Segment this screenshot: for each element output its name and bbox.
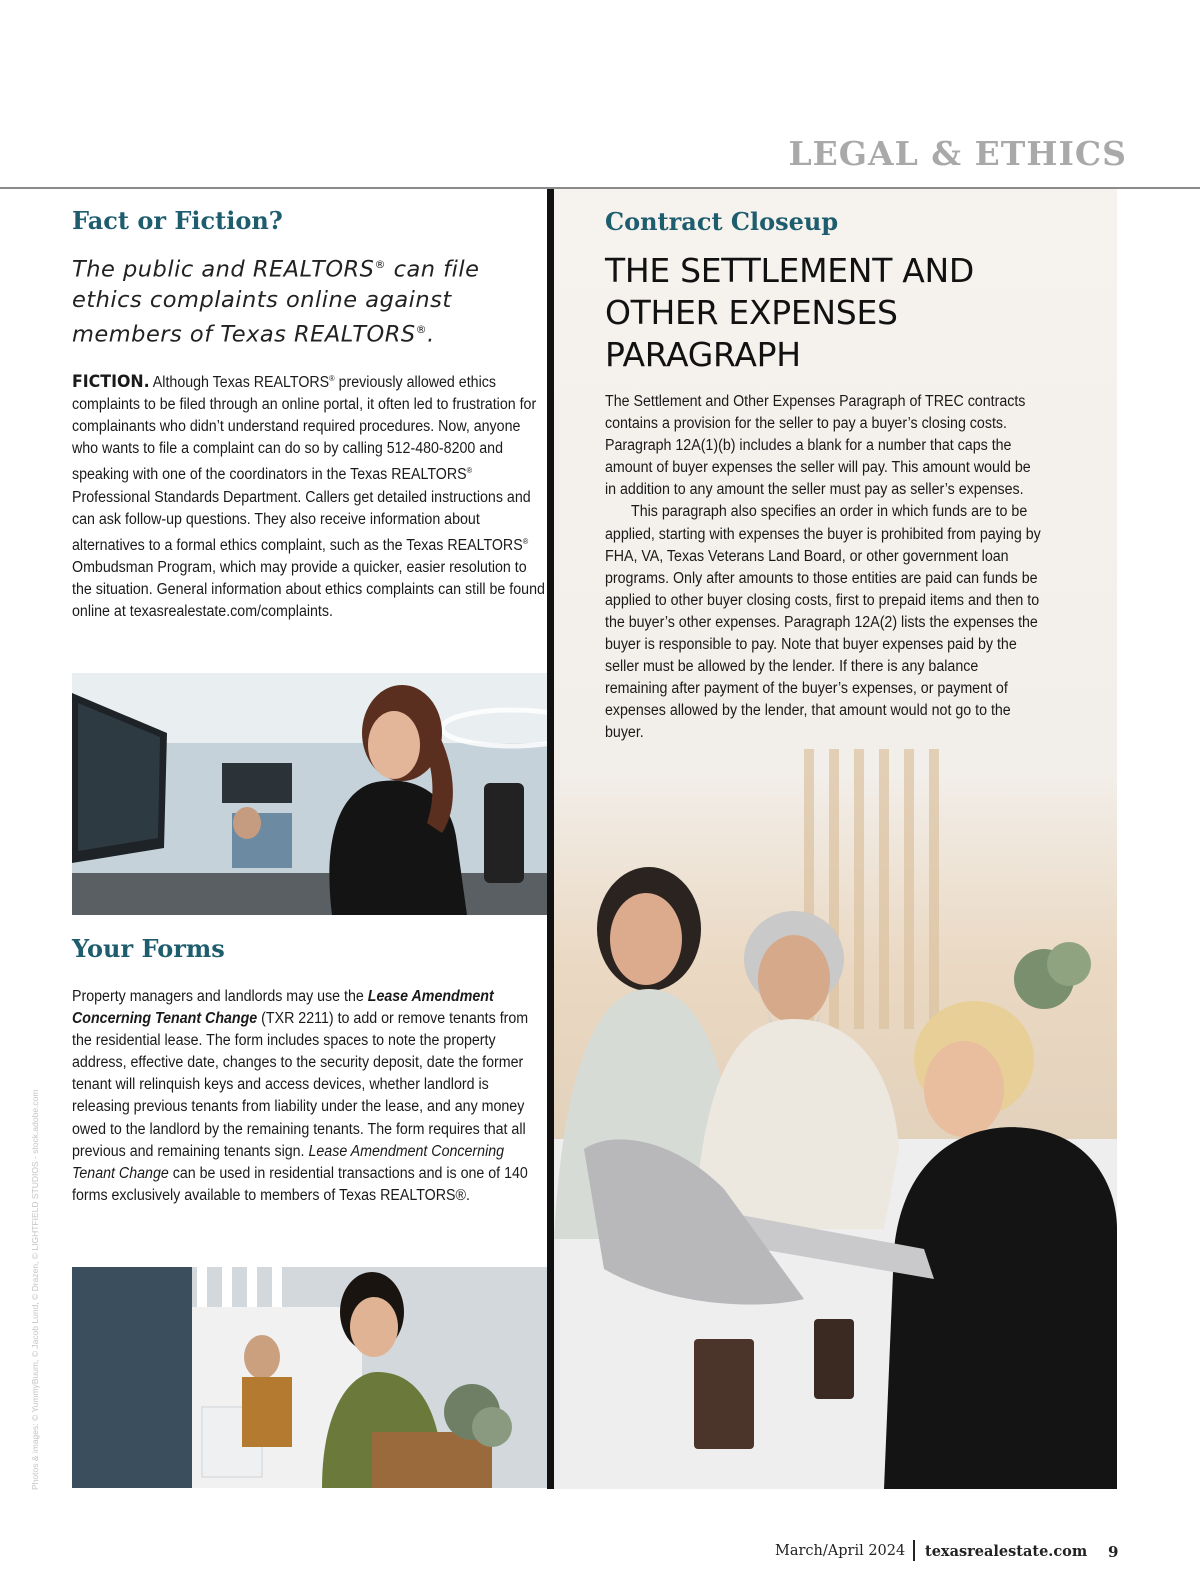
forms-body-part: can be used in residential transactions and is one of 140 forms exclusively available to members of Texas REALTORS®. [72,1164,528,1204]
photo-credit: Photos & images: © YummyBuum, © Jacob Lund, © Drazen, © LIGHTFIELD STUDIOS - stock.adobe.com [30,1089,40,1490]
forms-body-part: Property managers and landlords may use the [72,988,368,1005]
column-divider [547,189,554,1489]
your-forms-body [72,986,546,1207]
fact-or-fiction-kicker: Fact or Fiction? [72,206,283,235]
section-label: LEGAL & ETHICS [788,134,1127,173]
contract-paragraph: This paragraph also specifies an order in which funds are to be applied, starting with expenses the buyer is prohibited from paying by FHA, VA, Texas Veterans Land Board, or other government loan programs. Only after amounts to those entities are paid can funds be applied to other buyer closing costs, first to prepaid items and then to the buyer’s other expenses. Paragraph 12A(2) lists the expenses the buyer is responsible to pay. Note that buyer expenses paid by the seller must be allowed by the lender. If there is any balance remaining after payment of the buyer’s expenses, or payment of expenses allowed by the lender, that amount would not go to the buyer. [605,503,1041,742]
issue-date: March/April 2024 [775,1543,906,1559]
fact-statement [72,250,532,349]
form-name: Lease Amendment Concerning Tenant Change [72,1142,505,1182]
fact-statement-part: The public and REALTORS [72,256,375,283]
fact-body-part: Ombudsman Program, which may provide a quicker, easier resolution to the situation. General information about ethics complaints can still be found online at texasrealestate.com/complaints. [72,559,545,621]
fact-verdict: FICTION. [72,372,150,393]
forms-body-part: (TXR 2211) to add or remove tenants from the residential lease. The form includes spaces to note the property address, effective date, changes to the security deposit, date the former tenant will relinquish keys and access devices, whether landlord is releasing previous tenants from liability under the lease, and any money owed to the landlord by the remaining tenants. The form requires that all previous and remaining tenants sign. [72,1010,529,1160]
contract-paragraph: The Settlement and Other Expenses Paragraph of TREC contracts contains a provision for the seller to pay a buyer’s closing costs. Paragraph 12A(1)(b) includes a blank for a number that caps the amount of buyer expenses the seller will pay. This amount would be in addition to any amount the seller must pay as seller’s expenses. [605,393,1031,499]
reg-mark: ® [374,258,386,271]
footer-divider [913,1540,915,1561]
fact-body-part: Professional Standards Department. Callers get detailed instructions and can ask follow-up questions. They also receive information about alternatives to a formal ethics complaint, such as the Texas REALTORS [72,488,531,554]
reg-mark: ® [415,322,428,336]
fact-statement-part: . [427,321,435,347]
fact-statement-part: can file ethics complaints online against members of Texas REALTORS [72,256,480,347]
call-center-photo [72,673,547,915]
reg-mark: ® [466,466,473,476]
fact-answer [72,368,546,623]
fact-body-part: Although Texas REALTORS [149,374,330,392]
contract-body [605,391,1044,745]
website-link[interactable]: texasrealestate.com [925,1543,1088,1560]
contract-headline: THE SETTLEMENT AND OTHER EXPENSES PARAGRAPH [605,251,975,374]
reg-mark: ® [329,374,335,383]
page-number: 9 [1108,1543,1119,1561]
moving-tenants-photo [72,1267,547,1488]
reg-mark: ® [522,536,529,546]
your-forms-kicker: Your Forms [72,934,225,963]
fact-body-part: previously allowed ethics complaints to be filed through an online portal, it often led to frustration for complainants who didn’t understand required procedures. Now, anyone who wants to file a complaint can do so by calling 512-480-8200 and speaking with one of the coordinators in the Texas REALTORS [72,374,537,484]
meeting-photo [554,189,1117,1489]
form-name: Lease Amendment Concerning Tenant Change [72,988,494,1028]
contract-closeup-kicker: Contract Closeup [605,207,839,236]
